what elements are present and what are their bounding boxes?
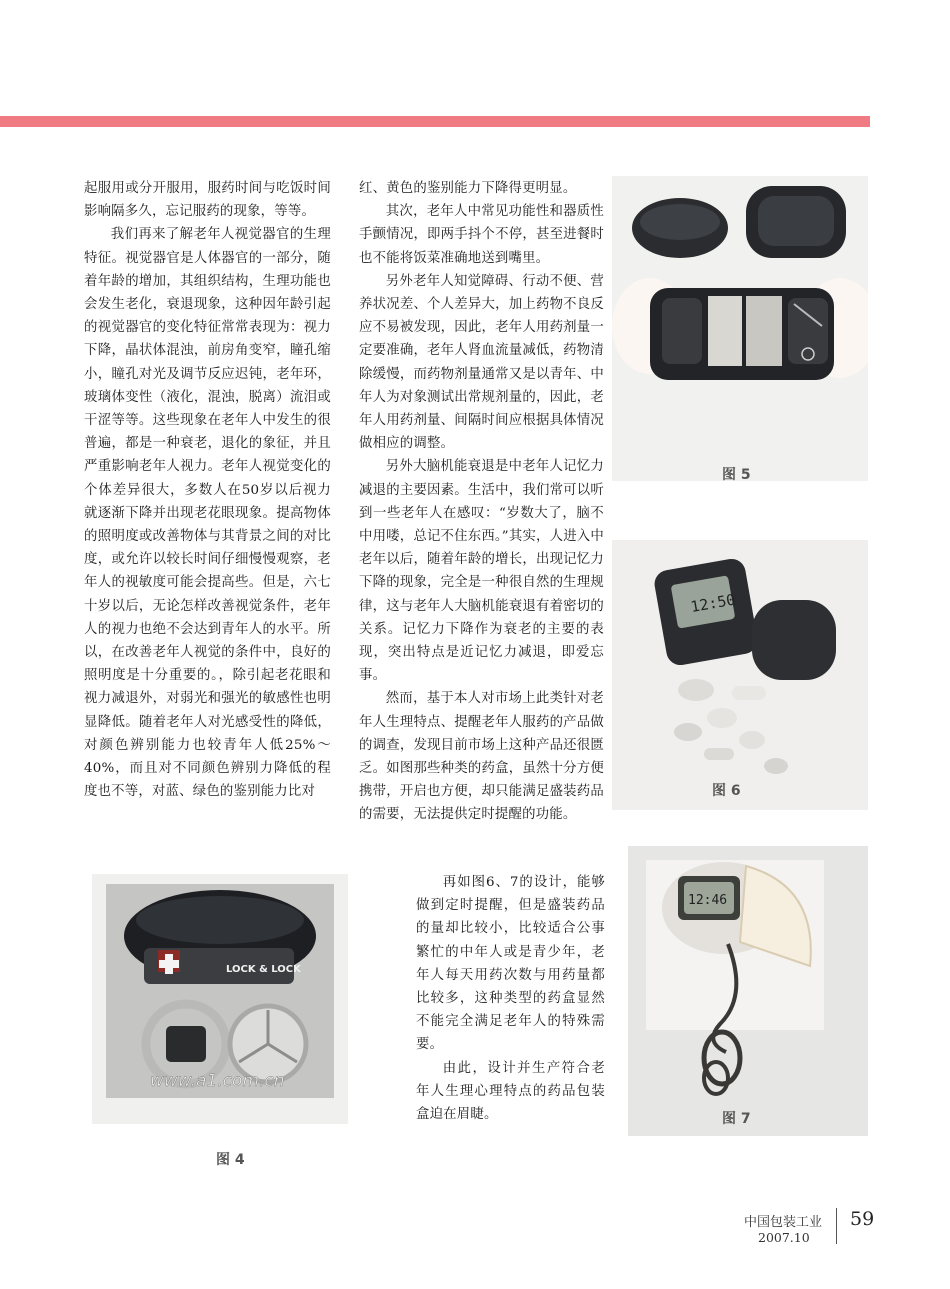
figure-4-caption: 图 4 bbox=[216, 1152, 245, 1168]
paragraph: 起服用或分开服用，服药时间与吃饭时间影响隔多久，忘记服药的现象，等等。 bbox=[84, 181, 331, 220]
text-column-2 bbox=[359, 177, 604, 827]
paragraph: 由此，设计并生产符合老年人生理心理特点的药品包装盒迫在眉睫。 bbox=[416, 1060, 605, 1123]
text-column-1 bbox=[84, 177, 331, 803]
figure-7-caption: 图 7 bbox=[722, 1111, 751, 1127]
figure-6-timer-display: 12:50 bbox=[689, 590, 737, 617]
figure-5-caption: 图 5 bbox=[722, 467, 751, 483]
figure-6-caption: 图 6 bbox=[712, 783, 741, 799]
figure-4-lid-label: LOCK & LOCK bbox=[226, 964, 301, 975]
paragraph: 再如图6、7的设计，能够做到定时提醒，但是盛装药品的量却比较小，比较适合公事繁忙的中年人或是青少年，老年人每天用药次数与用药量都比较多，这种类型的药盒显然不能完全满足老年人的特殊需要。 bbox=[416, 875, 605, 1053]
page-number: 59 bbox=[850, 1208, 875, 1230]
text-column-3 bbox=[416, 871, 605, 1126]
paragraph: 我们再来了解老年人视觉器官的生理特征。视觉器官是人体器官的一部分，随着年龄的增加，其组织结构，生理功能也会发生老化，衰退现象，这种因年龄引起的视觉器官的变化特征常常表现为：视力下降，晶状体混浊，前房角变窄，瞳孔缩小，瞳孔对光及调节反应迟钝，老年环，玻璃体变性（液化，混浊，脱离）流泪或干涩等等。这些现象在老年人中发生的很普遍，都是一种衰老，退化的象征，并且严重影响老年人视力。老年人视觉变化的个体差异很大，多数人在50岁以后视力就逐渐下降并出现老花眼现象。提高物体的照明度或改善物体与其背景之间的对比度，或允许以较长时间仔细慢慢观察，老年人的视敏度可能会提高些。但是，六七十岁以后，无论怎样改善视觉条件，老年人的视力也绝不会达到青年人的水平。所以，在改善老年人视觉的条件中，良好的照明度是十分重要的。，除引起老花眼和视力减退外，对弱光和强光的敏感性也明显降低。随着老年人对光感受性的降低，对颜色辨别能力也较青年人低25%～40%，而且对不同颜色辨别力降低的程度也不等，对蓝、绿色的鉴别能力比对 bbox=[84, 227, 331, 800]
figure-6-photo bbox=[612, 540, 868, 810]
paragraph: 红、黄色的鉴别能力下降得更明显。 bbox=[359, 181, 577, 196]
paragraph: 其次，老年人中常见功能性和器质性手颤情况，即两手抖个不停，甚至进餐时也不能将饭菜准确地送到嘴里。 bbox=[359, 204, 604, 266]
paragraph: 另外大脑机能衰退是中老年人记忆力减退的主要因素。生活中，我们常可以听到一些老年人在感叹：“岁数大了，脑不中用喽，总记不住东西。”其实，人进入中老年以后，随着年龄的增长，出现记忆力下降的现象，完全是一种很自然的生理规律，这与老年人大脑机能衰退有着密切的关系。记忆力下降作为衰老的主要的表现，突出特点是近记忆力减退，即爱忘事。 bbox=[359, 459, 604, 684]
magazine-name: 中国包装工业 bbox=[744, 1215, 823, 1230]
figure-7-photo bbox=[628, 846, 868, 1136]
figure-5-photo bbox=[612, 176, 868, 481]
issue-date: 2007.10 bbox=[758, 1230, 810, 1245]
paragraph: 另外老年人知觉障碍、行动不便、营养状况差、个人差异大，加上药物不良反应不易被发现，因此，老年人用药剂量一定要准确，老年人肾血流量减低，药物清除缓慢，而药物剂量通常又是以青年、中年人为对象测试出常规剂量的，因此，老年人用药剂量、间隔时间应根据具体情况做相应的调整。 bbox=[359, 273, 604, 452]
figure-4-photo bbox=[92, 874, 348, 1124]
figure-7-timer-display: 12:46 bbox=[688, 893, 728, 908]
header-color-bar bbox=[0, 116, 870, 127]
paragraph: 然而，基于本人对市场上此类针对老年人生理特点、提醒老年人服药的产品做的调查，发现目前市场上这种产品还很匮乏。如图那些种类的药盒，虽然十分方便携带，开启也方便，却只能满足盛装药品的需要，无法提供定时提醒的功能。 bbox=[359, 691, 604, 823]
footer-divider bbox=[836, 1208, 837, 1244]
figure-4-watermark: www.a1.com.cn bbox=[150, 1071, 285, 1091]
